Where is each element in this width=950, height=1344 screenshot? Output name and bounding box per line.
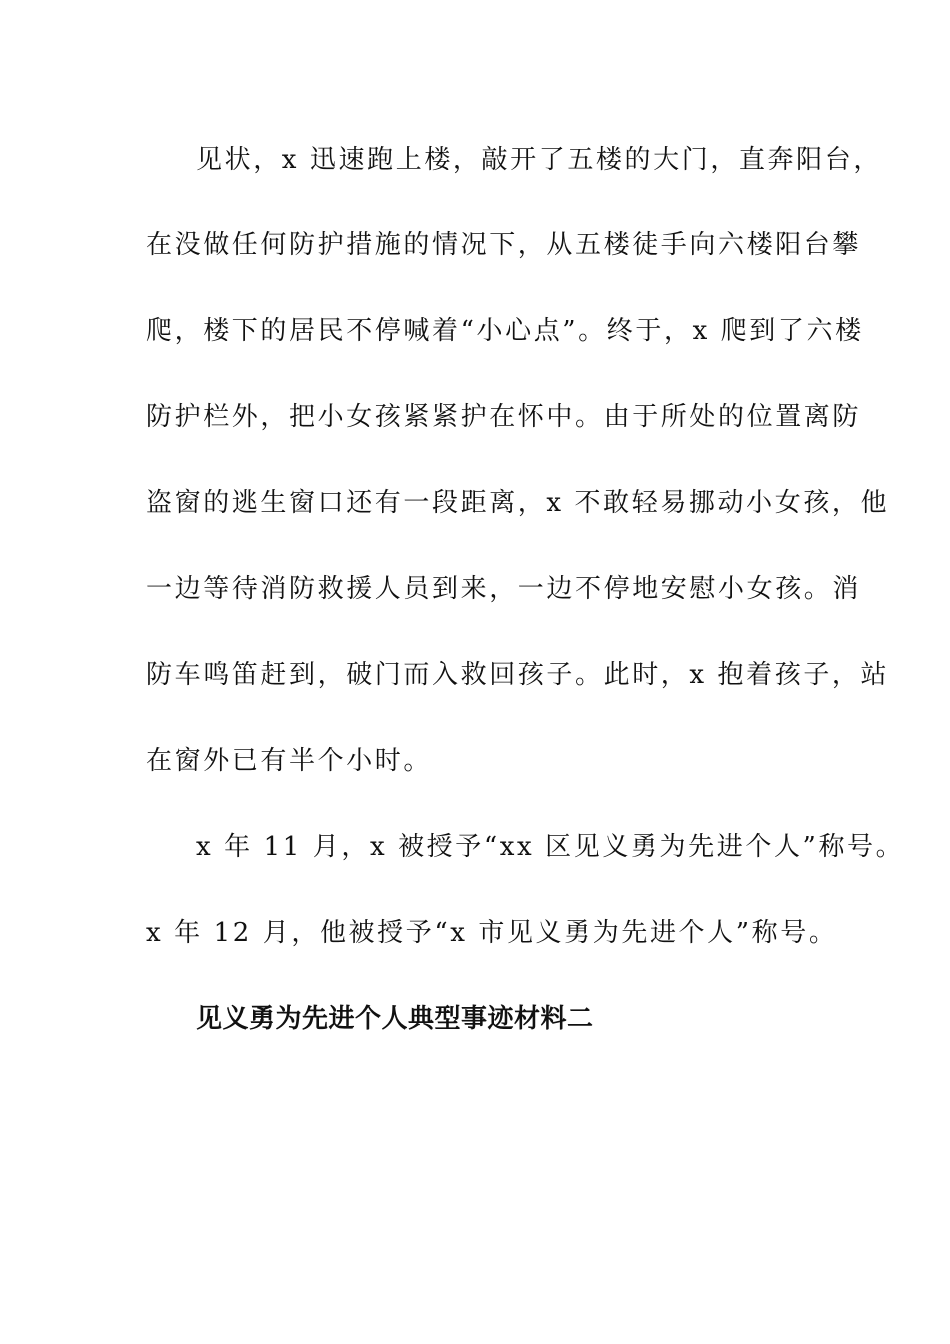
paragraph-1-line-6: 一边等待消防救援人员到来，一边不停地安慰小女孩。消 [146,574,862,604]
paragraph-1-line-7: 防车鸣笛赶到，破门而入救回孩子。此时，x 抱着孩子，站 [146,660,890,690]
section-heading: 见义勇为先进个人典型事迹材料二 [196,1004,594,1034]
paragraph-1-line-3: 爬，楼下的居民不停喊着“小心点”。终于，x 爬到了六楼 [146,316,864,346]
paragraph-1-line-8: 在窗外已有半个小时。 [146,746,433,776]
paragraph-1-line-5: 盗窗的逃生窗口还有一段距离，x 不敢轻易挪动小女孩，他 [146,488,890,518]
paragraph-1-line-1: 见状，x 迅速跑上楼，敲开了五楼的大门，直奔阳台， [196,145,882,175]
paragraph-1-line-4: 防护栏外，把小女孩紧紧护在怀中。由于所处的位置离防 [146,402,862,432]
paragraph-2-line-1: x 年 11 月，x 被授予“xx 区见义勇为先进个人”称号。 [196,832,905,862]
paragraph-1-line-2: 在没做任何防护措施的情况下，从五楼徒手向六楼阳台攀 [146,230,862,260]
paragraph-2-line-2: x 年 12 月，他被授予“x 市见义勇为先进个人”称号。 [146,918,838,948]
